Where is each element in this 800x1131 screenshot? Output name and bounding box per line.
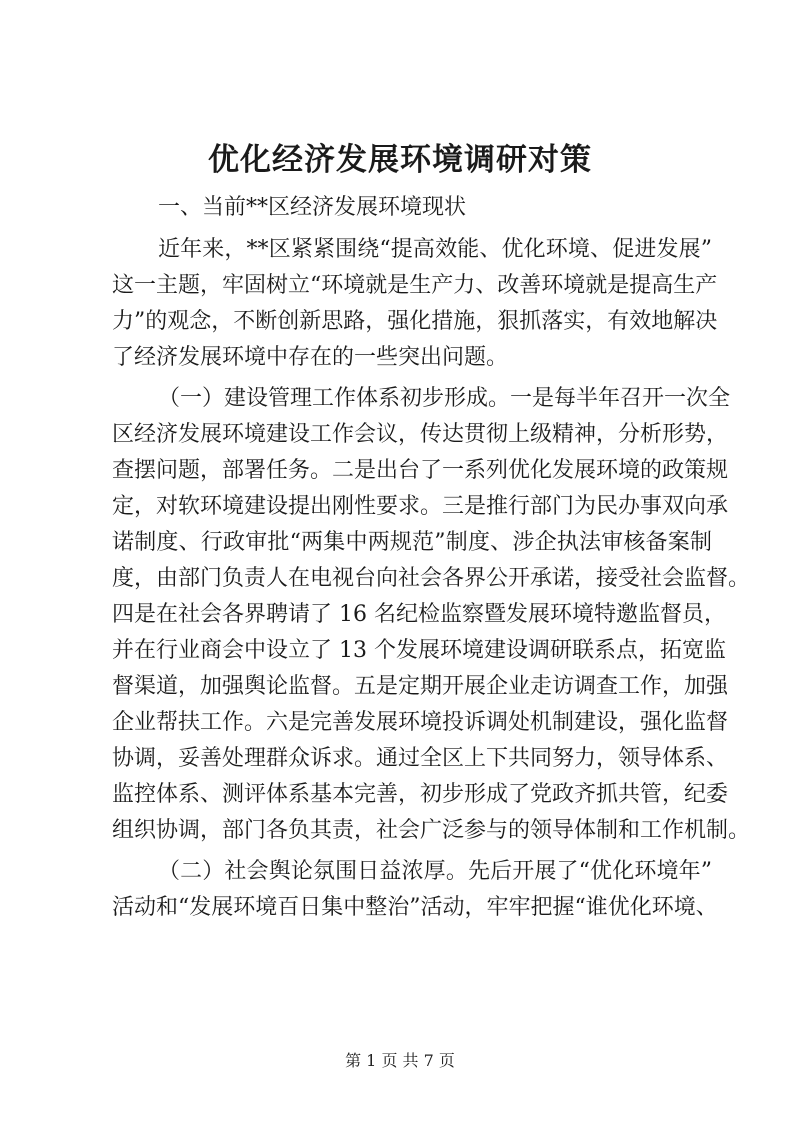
paragraph-2-line: 定，对软环境建设提出刚性要求。三是推行部门为民办事双向承: [112, 494, 729, 519]
paragraph-2-line: 区经济发展环境建设工作会议，传达贯彻上级精神，分析形势，: [112, 422, 729, 447]
paragraph-2-line: 度，由部门负责人在电视台向社会各界公开承诺，接受社会监督。: [112, 566, 751, 591]
page-number-footer: 第 1 页 共 7 页: [345, 1051, 455, 1070]
paragraph-2-line: 并在行业商会中设立了 13 个发展环境建设调研联系点，拓宽监: [112, 638, 726, 663]
section-heading: 一、当前**区经济发展环境现状: [158, 195, 467, 220]
paragraph-2-line: 督渠道，加强舆论监督。五是定期开展企业走访调查工作，加强: [112, 674, 729, 699]
paragraph-3-line: （二）社会舆论氛围日益浓厚。先后开展了“优化环境年”: [158, 859, 712, 884]
paragraph-2-line: 监控体系、测评体系基本完善，初步形成了党政齐抓共管，纪委: [112, 782, 729, 807]
paragraph-2-line: 四是在社会各界聘请了 16 名纪检监察暨发展环境特邀监督员，: [112, 602, 726, 627]
paragraph-1-line: 力”的观念，不断创新思路，强化措施，狠抓落实，有效地解决: [112, 309, 718, 334]
paragraph-1-line: 近年来，**区紧紧围绕“提高效能、优化环境、促进发展”: [158, 237, 712, 262]
paragraph-1-line: 了经济发展环境中存在的一些突出问题。: [112, 345, 509, 370]
paragraph-2-line: （一）建设管理工作体系初步形成。一是每半年召开一次全: [158, 386, 731, 411]
paragraph-2-line: 查摆问题，部署任务。二是出台了一系列优化发展环境的政策规: [112, 458, 729, 483]
paragraph-2-line: 组织协调，部门各负其责，社会广泛参与的领导体制和工作机制。: [112, 818, 751, 843]
paragraph-2-line: 诺制度、行政审批“两集中两规范”制度、涉企执法审核备案制: [112, 530, 712, 555]
paragraph-1-line: 这一主题，牢固树立“环境就是生产力、改善环境就是提高生产: [112, 273, 718, 298]
document-title: 优化经济发展环境调研对策: [208, 142, 592, 178]
paragraph-2-line: 企业帮扶工作。六是完善发展环境投诉调处机制建设，强化监督: [112, 710, 729, 735]
paragraph-3-line: 活动和“发展环境百日集中整治”活动，牢牢把握“谁优化环境、: [112, 895, 718, 920]
paragraph-2-line: 协调，妥善处理群众诉求。通过全区上下共同努力，领导体系、: [112, 746, 729, 771]
